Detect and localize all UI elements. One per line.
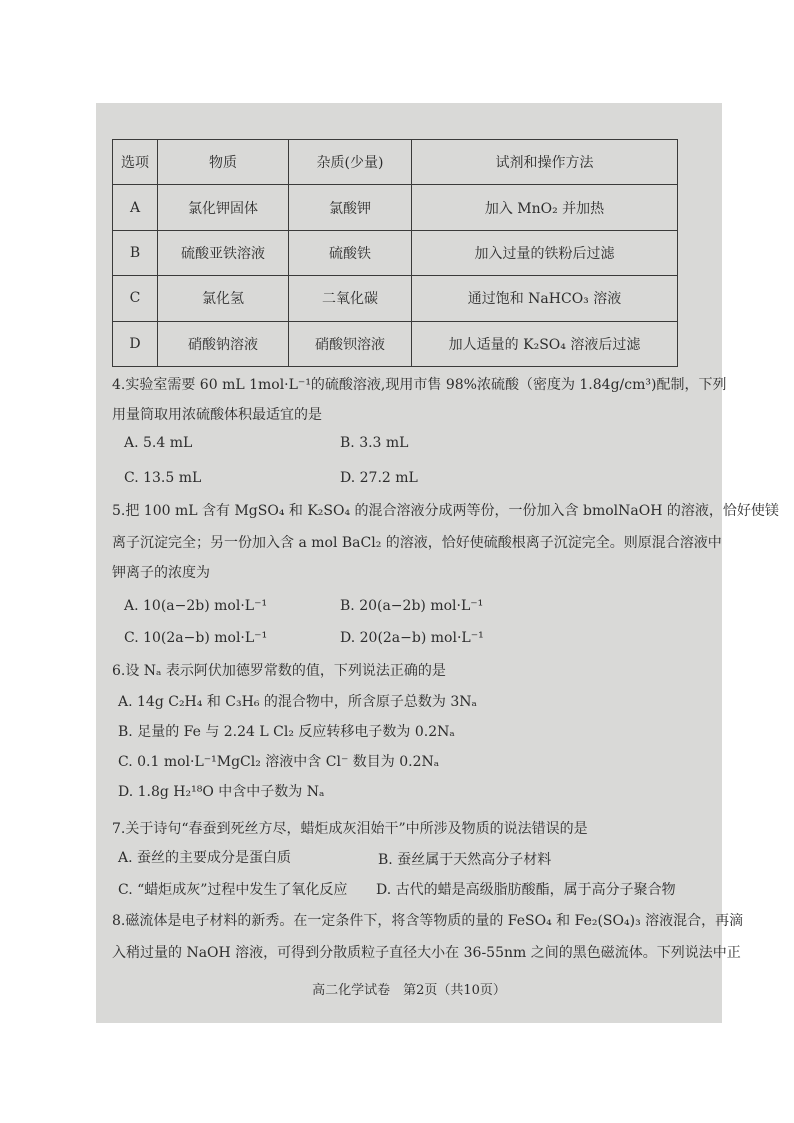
q6-option-c: C. 0.1 mol·L⁻¹MgCl₂ 溶液中含 Cl⁻ 数目为 0.2Nₐ xyxy=(118,754,440,770)
q5-option-b: B. 20(a−2b) mol·L⁻¹ xyxy=(340,598,484,614)
q5-option-c: C. 10(2a−b) mol·L⁻¹ xyxy=(124,630,268,646)
cell-option: A xyxy=(113,185,158,230)
cell-substance: 硫酸亚铁溶液 xyxy=(158,230,289,275)
cell-method: 加入过量的铁粉后过滤 xyxy=(412,230,678,275)
cell-substance: 氯化氢 xyxy=(158,276,289,321)
q4-option-d: D. 27.2 mL xyxy=(340,470,418,486)
table-header-row xyxy=(113,140,678,185)
q5-option-d: D. 20(2a−b) mol·L⁻¹ xyxy=(340,630,484,646)
cell-method: 通过饱和 NaHCO₃ 溶液 xyxy=(412,276,678,321)
q7-option-d: D. 古代的蜡是高级脂肪酸酯，属于高分子聚合物 xyxy=(376,882,676,898)
header-option: 选项 xyxy=(113,140,158,185)
table-row xyxy=(113,276,678,321)
header-impurity: 杂质(少量) xyxy=(289,140,412,185)
q5-line-1: 5.把 100 mL 含有 MgSO₄ 和 K₂SO₄ 的混合溶液分成两等份，一份加入含 bmolNaOH 的溶液，恰好使镁 xyxy=(112,503,779,519)
q7-option-c: C. “蜡炬成灰”过程中发生了氧化反应 xyxy=(118,882,348,898)
cell-substance: 氯化钾固体 xyxy=(158,185,289,230)
q4-option-a: A. 5.4 mL xyxy=(124,435,193,451)
q6-option-a: A. 14g C₂H₄ 和 C₃H₆ 的混合物中，所含原子总数为 3Nₐ xyxy=(118,694,477,710)
header-substance: 物质 xyxy=(158,140,289,185)
q4-line-1: 4.实验室需要 60 mL 1mol·L⁻¹的硫酸溶液,现用市售 98%浓硫酸（密度为 1.84g/cm³)配制，下列 xyxy=(112,377,727,393)
q7-line-1: 7.关于诗句“春蚕到死丝方尽，蜡炬成灰泪始干”中所涉及物质的说法错误的是 xyxy=(112,821,588,837)
q7-option-a: A. 蚕丝的主要成分是蛋白质 xyxy=(118,850,292,866)
q8-line-1: 8.磁流体是电子材料的新秀。在一定条件下，将含等物质的量的 FeSO₄ 和 Fe₂(SO₄)₃ 溶液混合，再滴 xyxy=(112,913,744,929)
q6-option-d: D. 1.8g H₂¹⁸O 中含中子数为 Nₐ xyxy=(118,784,325,800)
cell-method: 加入 MnO₂ 并加热 xyxy=(412,185,678,230)
q6-option-b: B. 足量的 Fe 与 2.24 L Cl₂ 反应转移电子数为 0.2Nₐ xyxy=(118,724,455,740)
header-method: 试剂和操作方法 xyxy=(412,140,678,185)
q7-option-b: B. 蚕丝属于天然高分子材料 xyxy=(378,852,552,868)
q4-option-b: B. 3.3 mL xyxy=(340,435,409,451)
q6-line-1: 6.设 Nₐ 表示阿伏加德罗常数的值，下列说法正确的是 xyxy=(112,663,446,679)
cell-impurity: 硫酸铁 xyxy=(289,230,412,275)
table-row xyxy=(113,321,678,366)
q5-line-3: 钾离子的浓度为 xyxy=(112,565,210,581)
cell-method: 加人适量的 K₂SO₄ 溶液后过滤 xyxy=(412,321,678,366)
q5-line-2: 离子沉淀完全；另一份加入含 a mol BaCl₂ 的溶液，恰好使硫酸根离子沉淀完全。则原混合溶液中 xyxy=(112,535,722,551)
purification-table xyxy=(112,139,678,367)
cell-impurity: 氯酸钾 xyxy=(289,185,412,230)
q8-line-2: 入稍过量的 NaOH 溶液，可得到分散质粒子直径大小在 36-55nm 之间的黑色磁流体。下列说法中正 xyxy=(112,945,741,961)
page-footer: 高二化学试卷 第2页（共10页） xyxy=(312,983,506,998)
cell-substance: 硝酸钠溶液 xyxy=(158,321,289,366)
table-row xyxy=(113,230,678,275)
q4-option-c: C. 13.5 mL xyxy=(124,470,202,486)
table-row xyxy=(113,185,678,230)
q5-option-a: A. 10(a−2b) mol·L⁻¹ xyxy=(124,598,268,614)
cell-impurity: 二氧化碳 xyxy=(289,276,412,321)
exam-page xyxy=(96,103,779,1023)
q4-line-2: 用量筒取用浓硫酸体积最适宜的是 xyxy=(112,407,322,423)
cell-option: B xyxy=(113,230,158,275)
cell-option: D xyxy=(113,321,158,366)
cell-impurity: 硝酸钡溶液 xyxy=(289,321,412,366)
cell-option: C xyxy=(113,276,158,321)
